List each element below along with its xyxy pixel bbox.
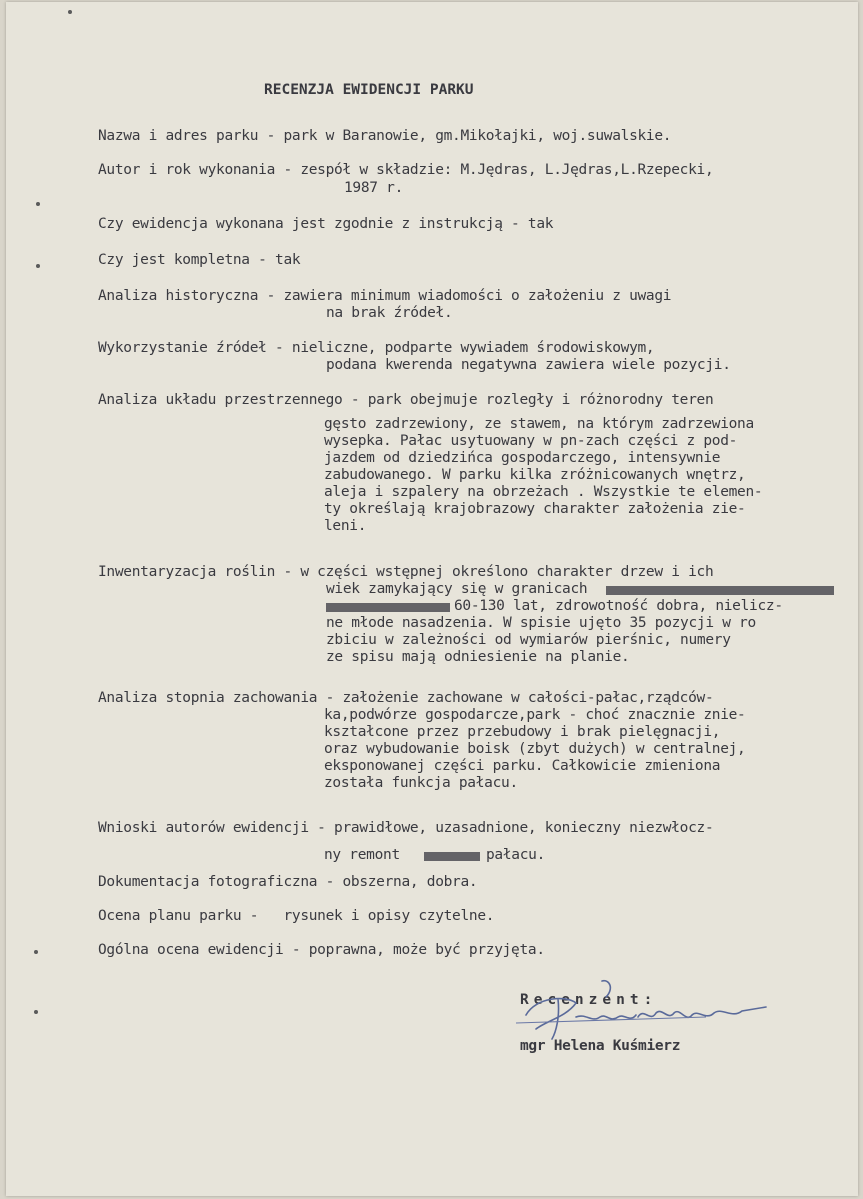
punch-hole [36, 202, 40, 206]
text-line: Czy jest kompletna - tak [98, 252, 301, 268]
punch-hole [34, 1010, 38, 1014]
punch-hole [34, 950, 38, 954]
text-line: zabudowanego. W parku kilka zróżnicowanych wnętrz, [324, 467, 746, 483]
punch-hole [68, 10, 72, 14]
text-line: gęsto zadrzewiony, ze stawem, na którym zadrzewiona [324, 416, 754, 432]
text-line: ty określają krajobrazowy charakter założenia zie- [324, 501, 746, 517]
text-line: eksponowanej części parku. Całkowicie zmieniona [324, 758, 721, 774]
document-sheet [6, 2, 858, 1196]
text-line: Analiza historyczna - zawiera minimum wiadomości o założeniu z uwagi [98, 288, 672, 304]
text-line: Dokumentacja fotograficzna - obszerna, dobra. [98, 874, 478, 890]
text-line: Czy ewidencja wykonana jest zgodnie z instrukcją - tak [98, 216, 554, 232]
text-line: jazdem od dziedzińca gospodarczego, intensywnie [324, 450, 721, 466]
punch-hole [36, 264, 40, 268]
text-line: pałacu. [486, 847, 546, 863]
strikeout-mark [606, 586, 834, 595]
text-line: zbiciu w zależności od wymiarów pierśnic, numery [326, 632, 731, 648]
text-line: ne młode nasadzenia. W spisie ujęto 35 pozycji w ro [326, 615, 756, 631]
text-line: aleja i szpalery na obrzeżach . Wszystkie te elemen- [324, 484, 763, 500]
text-line: Ocena planu parku - rysunek i opisy czytelne. [98, 908, 495, 924]
text-line: została funkcja pałacu. [324, 775, 518, 791]
document-title: RECENZJA EWIDENCJI PARKU [264, 82, 474, 98]
strikeout-mark [326, 603, 450, 612]
strikeout-mark [424, 852, 480, 861]
text-line: wysepka. Pałac usytuowany w pn-zach części z pod- [324, 433, 738, 449]
text-line: Analiza układu przestrzennego - park obejmuje rozległy i różnorodny teren [98, 392, 714, 408]
text-line: leni. [324, 518, 367, 534]
text-line: 60-130 lat, zdrowotność dobra, nielicz- [454, 598, 783, 614]
text-line: na brak źródeł. [326, 305, 453, 321]
text-line: Analiza stopnia zachowania - założenie zachowane w całości-pałac,rządców- [98, 690, 714, 706]
text-line: ze spisu mają odniesienie na planie. [326, 649, 630, 665]
text-line: kształcone przez przebudowy i brak pielęgnacji, [324, 724, 721, 740]
text-line: Nazwa i adres parku - park w Baranowie, gm.Mikołajki, woj.suwalskie. [98, 128, 672, 144]
reviewer-label: Recenzent: [520, 992, 658, 1008]
text-line: Inwentaryzacja roślin - w części wstępnej określono charakter drzew i ich [98, 564, 714, 580]
text-line: wiek zamykający się w granicach [326, 581, 588, 597]
text-line: ka,podwórze gospodarcze,park - choć znacznie znie- [324, 707, 746, 723]
text-line: Wykorzystanie źródeł - nieliczne, podparte wywiadem środowiskowym, [98, 340, 655, 356]
text-line: podana kwerenda negatywna zawiera wiele pozycji. [326, 357, 731, 373]
text-line: ny remont [324, 847, 400, 863]
text-line: 1987 r. [344, 180, 404, 196]
text-line: oraz wybudowanie boisk (zbyt dużych) w centralnej, [324, 741, 746, 757]
text-line: Autor i rok wykonania - zespół w składzie: M.Jędras, L.Jędras,L.Rzepecki, [98, 162, 714, 178]
reviewer-name: mgr Helena Kuśmierz [520, 1038, 681, 1054]
text-line: Ogólna ocena ewidencji - poprawna, może być przyjęta. [98, 942, 545, 958]
text-line: Wnioski autorów ewidencji - prawidłowe, uzasadnione, konieczny niezwłocz- [98, 820, 714, 836]
